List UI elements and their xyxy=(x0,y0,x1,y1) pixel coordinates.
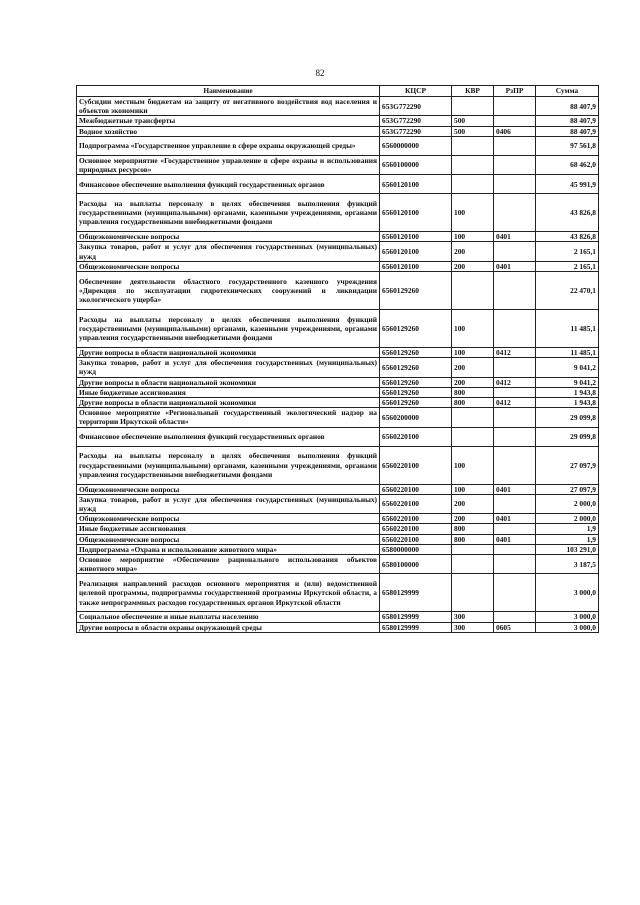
row-sum-cell: 3 000,0 xyxy=(536,574,599,612)
row-kvr-cell: 800 xyxy=(452,534,494,544)
row-name-cell: Социальное обеспечение и иные выплаты населению xyxy=(77,612,380,622)
row-name-cell: Подпрограмма «Государственное управление в сфере охраны окружающей среды» xyxy=(77,136,380,155)
row-kvr-cell xyxy=(452,272,494,310)
row-name-cell: Другие вопросы в области национальной экономики xyxy=(77,377,380,387)
table-row xyxy=(77,175,599,194)
row-sum-cell: 29 099,8 xyxy=(536,427,599,446)
table-row xyxy=(77,514,599,524)
row-rzpr-cell xyxy=(494,524,536,534)
budget-table xyxy=(76,85,599,633)
row-code-cell: 6560129260 xyxy=(380,377,452,387)
table-row xyxy=(77,242,599,261)
table-header-row xyxy=(77,86,599,97)
row-name-cell: Финансовое обеспечение выполнения функций государственных органов xyxy=(77,427,380,446)
row-sum-cell: 97 561,8 xyxy=(536,136,599,155)
row-name-cell: Основное мероприятие «Государственное управление в сфере охраны и использования природных ресурсов» xyxy=(77,155,380,174)
row-kvr-cell: 200 xyxy=(452,514,494,524)
row-name-cell: Субсидии местным бюджетам на защиту от негативного воздействия вод населения и объектов экономики xyxy=(77,97,380,116)
row-code-cell: 653G772290 xyxy=(380,116,452,126)
row-sum-cell: 22 470,1 xyxy=(536,272,599,310)
row-kvr-cell xyxy=(452,97,494,116)
row-kvr-cell xyxy=(452,574,494,612)
row-code-cell: 6560220100 xyxy=(380,524,452,534)
row-sum-cell: 88 407,9 xyxy=(536,126,599,136)
row-code-cell: 6560120100 xyxy=(380,261,452,271)
table-row xyxy=(77,348,599,358)
row-name-cell: Общеэкономические вопросы xyxy=(77,261,380,271)
row-rzpr-cell xyxy=(494,555,536,574)
row-sum-cell: 45 991,9 xyxy=(536,175,599,194)
row-sum-cell: 68 462,0 xyxy=(536,155,599,174)
table-row xyxy=(77,272,599,310)
row-rzpr-cell xyxy=(494,310,536,348)
row-rzpr-cell xyxy=(494,358,536,377)
row-sum-cell: 3 187,5 xyxy=(536,555,599,574)
row-name-cell: Общеэкономические вопросы xyxy=(77,484,380,494)
table-row xyxy=(77,387,599,397)
row-kvr-cell: 300 xyxy=(452,622,494,632)
row-kvr-cell: 300 xyxy=(452,612,494,622)
row-rzpr-cell xyxy=(494,427,536,446)
row-rzpr-cell xyxy=(494,155,536,174)
header-sum: Сумма xyxy=(536,86,599,97)
row-rzpr-cell xyxy=(494,612,536,622)
row-code-cell: 6580000000 xyxy=(380,544,452,554)
row-name-cell: Другие вопросы в области национальной экономики xyxy=(77,348,380,358)
row-sum-cell: 88 407,9 xyxy=(536,116,599,126)
row-name-cell: Другие вопросы в области охраны окружающей среды xyxy=(77,622,380,632)
row-kvr-cell xyxy=(452,555,494,574)
table-row xyxy=(77,555,599,574)
row-name-cell: Расходы на выплаты персоналу в целях обеспечения выполнения функций государственными (муниципальными) органами, казенными учреждениями, органами управления государственными внебюджетными фондами xyxy=(77,194,380,232)
table-row xyxy=(77,574,599,612)
row-code-cell: 6560129260 xyxy=(380,398,452,408)
row-rzpr-cell xyxy=(494,574,536,612)
row-rzpr-cell xyxy=(494,272,536,310)
table-row xyxy=(77,398,599,408)
table-row xyxy=(77,484,599,494)
row-code-cell: 6560220100 xyxy=(380,534,452,544)
row-code-cell: 6560200000 xyxy=(380,408,452,427)
row-kvr-cell: 100 xyxy=(452,348,494,358)
row-name-cell: Общеэкономические вопросы xyxy=(77,534,380,544)
row-sum-cell: 1,9 xyxy=(536,524,599,534)
row-rzpr-cell: 0412 xyxy=(494,348,536,358)
row-kvr-cell: 800 xyxy=(452,398,494,408)
row-kvr-cell: 200 xyxy=(452,377,494,387)
row-sum-cell: 11 485,1 xyxy=(536,348,599,358)
row-rzpr-cell xyxy=(494,242,536,261)
table-row xyxy=(77,427,599,446)
row-name-cell: Общеэкономические вопросы xyxy=(77,232,380,242)
row-sum-cell: 29 099,8 xyxy=(536,408,599,427)
row-rzpr-cell xyxy=(494,97,536,116)
row-kvr-cell: 800 xyxy=(452,524,494,534)
row-sum-cell: 1 943,8 xyxy=(536,387,599,397)
header-rzpr: РзПР xyxy=(494,86,536,97)
row-rzpr-cell: 0412 xyxy=(494,377,536,387)
row-sum-cell: 43 826,8 xyxy=(536,194,599,232)
row-code-cell: 6580100000 xyxy=(380,555,452,574)
row-name-cell: Подпрограмма «Охрана и использование животного мира» xyxy=(77,544,380,554)
row-sum-cell: 2 000,0 xyxy=(536,514,599,524)
row-kvr-cell: 200 xyxy=(452,242,494,261)
row-rzpr-cell xyxy=(494,494,536,513)
table-row xyxy=(77,116,599,126)
row-name-cell: Основное мероприятие «Региональный государственный экологический надзор на территории Иркутской области» xyxy=(77,408,380,427)
row-sum-cell: 103 291,0 xyxy=(536,544,599,554)
row-kvr-cell: 500 xyxy=(452,126,494,136)
row-rzpr-cell xyxy=(494,408,536,427)
row-code-cell: 6560129260 xyxy=(380,310,452,348)
row-code-cell: 6560220100 xyxy=(380,446,452,484)
row-sum-cell: 88 407,9 xyxy=(536,97,599,116)
table-row xyxy=(77,155,599,174)
row-code-cell: 6560129260 xyxy=(380,358,452,377)
row-rzpr-cell xyxy=(494,175,536,194)
row-name-cell: Другие вопросы в области национальной экономики xyxy=(77,398,380,408)
row-kvr-cell xyxy=(452,175,494,194)
row-rzpr-cell xyxy=(494,194,536,232)
row-sum-cell: 27 097,9 xyxy=(536,446,599,484)
table-row xyxy=(77,544,599,554)
row-code-cell: 6580129999 xyxy=(380,612,452,622)
table-row xyxy=(77,126,599,136)
row-rzpr-cell: 0401 xyxy=(494,261,536,271)
row-name-cell: Расходы на выплаты персоналу в целях обеспечения выполнения функций государственными (муниципальными) органами, казенными учреждениями, органами управления государственными внебюджетными фондами xyxy=(77,310,380,348)
row-name-cell: Закупка товаров, работ и услуг для обеспечения государственных (муниципальных) нужд xyxy=(77,358,380,377)
header-kvr: КВР xyxy=(452,86,494,97)
row-sum-cell: 2 165,1 xyxy=(536,261,599,271)
table-row xyxy=(77,622,599,632)
row-name-cell: Финансовое обеспечение выполнения функций государственных органов xyxy=(77,175,380,194)
row-sum-cell: 1,9 xyxy=(536,534,599,544)
row-rzpr-cell: 0401 xyxy=(494,232,536,242)
row-rzpr-cell xyxy=(494,387,536,397)
table-body xyxy=(77,97,599,633)
row-code-cell: 6560220100 xyxy=(380,494,452,513)
table-row xyxy=(77,446,599,484)
table-row xyxy=(77,97,599,116)
table-row xyxy=(77,377,599,387)
table-row xyxy=(77,261,599,271)
table-row xyxy=(77,524,599,534)
row-rzpr-cell: 0401 xyxy=(494,534,536,544)
row-sum-cell: 9 041,2 xyxy=(536,358,599,377)
row-rzpr-cell: 0406 xyxy=(494,126,536,136)
row-sum-cell: 11 485,1 xyxy=(536,310,599,348)
row-rzpr-cell xyxy=(494,446,536,484)
row-code-cell: 6560100000 xyxy=(380,155,452,174)
header-code: КЦСР xyxy=(380,86,452,97)
table-row xyxy=(77,136,599,155)
row-sum-cell: 2 000,0 xyxy=(536,494,599,513)
row-sum-cell: 1 943,8 xyxy=(536,398,599,408)
row-code-cell: 6560120100 xyxy=(380,175,452,194)
row-name-cell: Закупка товаров, работ и услуг для обеспечения государственных (муниципальных) нужд xyxy=(77,494,380,513)
row-sum-cell: 3 000,0 xyxy=(536,612,599,622)
header-name: Наименование xyxy=(77,86,380,97)
row-name-cell: Межбюджетные трансферты xyxy=(77,116,380,126)
row-name-cell: Расходы на выплаты персоналу в целях обеспечения выполнения функций государственными (муниципальными) органами, казенными учреждениями, органами управления государственными внебюджетными фондами xyxy=(77,446,380,484)
row-kvr-cell: 100 xyxy=(452,310,494,348)
row-kvr-cell: 200 xyxy=(452,494,494,513)
table-row xyxy=(77,232,599,242)
table-row xyxy=(77,494,599,513)
row-name-cell: Реализация направлений расходов основного мероприятия и (или) ведомственной целевой программы, подпрограммы государственной программы Иркутской области, а также непрограммных расходов государственных органов Иркутской области xyxy=(77,574,380,612)
table-row xyxy=(77,310,599,348)
row-rzpr-cell: 0401 xyxy=(494,514,536,524)
row-kvr-cell: 100 xyxy=(452,194,494,232)
row-name-cell: Закупка товаров, работ и услуг для обеспечения государственных (муниципальных) нужд xyxy=(77,242,380,261)
row-sum-cell: 2 165,1 xyxy=(536,242,599,261)
row-rzpr-cell xyxy=(494,116,536,126)
row-kvr-cell: 100 xyxy=(452,232,494,242)
row-code-cell: 6560000000 xyxy=(380,136,452,155)
row-kvr-cell: 100 xyxy=(452,484,494,494)
row-rzpr-cell xyxy=(494,136,536,155)
row-code-cell: 6560129260 xyxy=(380,272,452,310)
row-code-cell: 6560129260 xyxy=(380,387,452,397)
row-kvr-cell: 100 xyxy=(452,446,494,484)
row-sum-cell: 9 041,2 xyxy=(536,377,599,387)
row-kvr-cell xyxy=(452,544,494,554)
row-sum-cell: 27 097,9 xyxy=(536,484,599,494)
row-code-cell: 6580129999 xyxy=(380,574,452,612)
row-kvr-cell: 200 xyxy=(452,358,494,377)
row-code-cell: 6560220100 xyxy=(380,484,452,494)
row-code-cell: 653G772290 xyxy=(380,126,452,136)
table-row xyxy=(77,358,599,377)
row-rzpr-cell: 0412 xyxy=(494,398,536,408)
row-code-cell: 6560120100 xyxy=(380,232,452,242)
row-code-cell: 6560120100 xyxy=(380,242,452,261)
row-code-cell: 6560220100 xyxy=(380,514,452,524)
table-row xyxy=(77,194,599,232)
row-code-cell: 6560129260 xyxy=(380,348,452,358)
row-code-cell: 6560220100 xyxy=(380,427,452,446)
row-name-cell: Основное мероприятие «Обеспечение рационального использования объектов животного мира» xyxy=(77,555,380,574)
row-sum-cell: 3 000,0 xyxy=(536,622,599,632)
row-kvr-cell: 800 xyxy=(452,387,494,397)
row-kvr-cell: 200 xyxy=(452,261,494,271)
row-name-cell: Обеспечение деятельности областного государственного казенного учреждения «Дирекция по эксплуатации гидротехнических сооружений и ликвидации экологического ущерба» xyxy=(77,272,380,310)
row-kvr-cell xyxy=(452,427,494,446)
row-kvr-cell xyxy=(452,408,494,427)
page-number: 82 xyxy=(315,68,325,78)
row-kvr-cell xyxy=(452,155,494,174)
row-name-cell: Иные бюджетные ассигнования xyxy=(77,387,380,397)
row-name-cell: Иные бюджетные ассигнования xyxy=(77,524,380,534)
row-kvr-cell xyxy=(452,136,494,155)
row-code-cell: 6580129999 xyxy=(380,622,452,632)
row-kvr-cell: 500 xyxy=(452,116,494,126)
row-sum-cell: 43 826,8 xyxy=(536,232,599,242)
row-rzpr-cell: 0401 xyxy=(494,484,536,494)
table-row xyxy=(77,612,599,622)
table-row xyxy=(77,408,599,427)
row-name-cell: Водное хозяйство xyxy=(77,126,380,136)
row-name-cell: Общеэкономические вопросы xyxy=(77,514,380,524)
row-code-cell: 6560120100 xyxy=(380,194,452,232)
row-rzpr-cell xyxy=(494,544,536,554)
row-rzpr-cell: 0605 xyxy=(494,622,536,632)
row-code-cell: 653G772290 xyxy=(380,97,452,116)
table-row xyxy=(77,534,599,544)
